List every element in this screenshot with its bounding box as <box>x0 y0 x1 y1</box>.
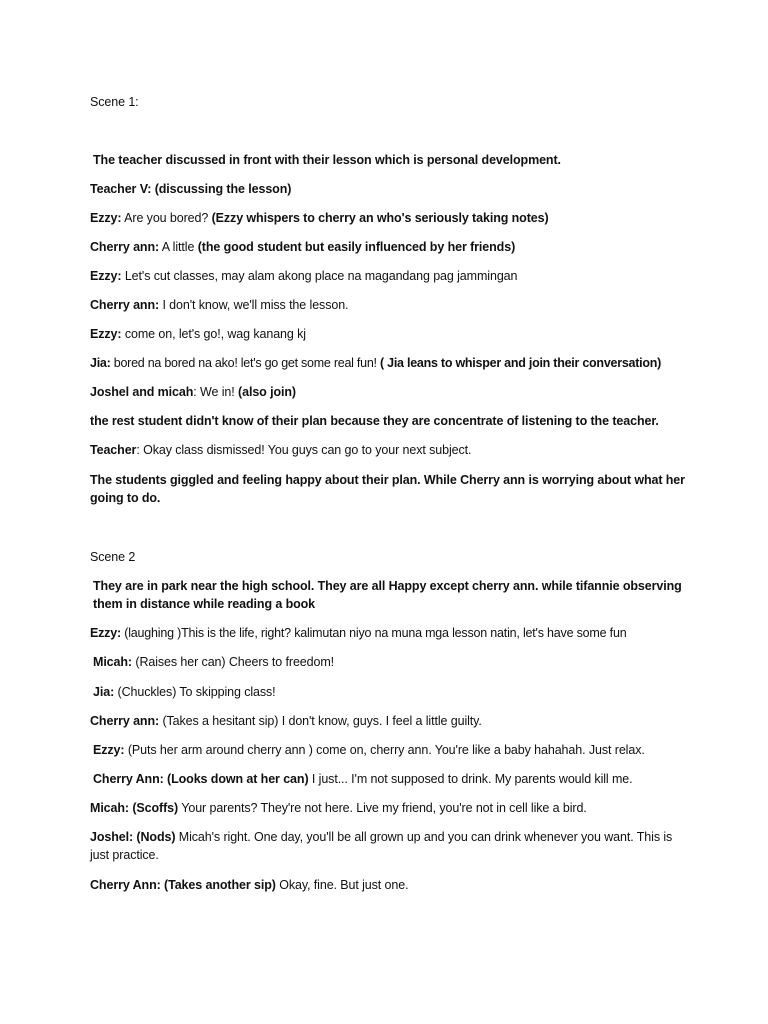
speaker: Cherry ann: <box>90 240 160 254</box>
speaker: Micah: (Scoffs) <box>90 801 179 815</box>
dialogue-line: Micah: (Scoffs) Your parents? They're not here. Live my friend, you're not in cell like a bird. <box>90 801 587 815</box>
scene1-heading: Scene 1: <box>90 95 139 109</box>
speaker: Joshel: (Nods) <box>90 830 176 844</box>
stage-direction: (the good student but easily influenced by her friends) <box>197 240 516 254</box>
stage-direction: (also join) <box>238 385 296 399</box>
scene1-narration: The teacher discussed in front with their lesson which is personal development. <box>93 153 561 167</box>
speaker: Ezzy: <box>90 269 122 283</box>
speaker: Ezzy: <box>90 327 122 341</box>
speaker: Jia: <box>90 356 111 370</box>
dialogue-line: Cherry Ann: (Looks down at her can) I just... I'm not supposed to drink. My parents would kill me. <box>93 772 633 786</box>
speaker: Cherry ann: <box>90 714 160 728</box>
stage-direction: ( Jia leans to whisper and join their conversation) <box>380 356 662 370</box>
scene1-narration-2: the rest student didn't know of their plan because they are concentrate of listening to the teacher. <box>90 414 659 428</box>
speaker: Micah: <box>93 655 132 669</box>
speaker: Jia: <box>93 685 115 699</box>
dialogue-line: Jia: (Chuckles) To skipping class! <box>93 685 276 699</box>
dialogue-line: Cherry ann: A little (the good student but easily influenced by her friends) <box>90 240 516 254</box>
dialogue-line: Jia: bored na bored na ako! let's go get some real fun! ( Jia leans to whisper and join their conversation) <box>90 356 662 370</box>
dialogue-line: Teacher: Okay class dismissed! You guys can go to your next subject. <box>90 443 472 457</box>
dialogue-line: Cherry ann: I don't know, we'll miss the lesson. <box>90 298 349 312</box>
dialogue-line: Ezzy: Let's cut classes, may alam akong place na magandang pag jammingan <box>90 269 518 283</box>
speaker: Teacher <box>90 443 137 457</box>
dialogue-line: Joshel: (Nods) Micah's right. One day, you'll be all grown up and you can drink whenever you want. This is just practice. <box>90 830 673 862</box>
dialogue-line: Cherry Ann: (Takes another sip) Okay, fine. But just one. <box>90 878 409 892</box>
speaker: Cherry Ann: (Looks down at her can) <box>93 772 309 786</box>
dialogue-line: Ezzy: Are you bored? (Ezzy whispers to cherry an who's seriously taking notes) <box>90 211 549 225</box>
stage-direction: (discussing the lesson) <box>154 182 292 196</box>
dialogue-line: Joshel and micah: We in! (also join) <box>90 385 296 399</box>
dialogue-line <box>90 180 690 198</box>
speaker: Ezzy: <box>93 743 125 757</box>
speaker: Joshel and micah <box>90 385 194 399</box>
stage-direction: (Ezzy whispers to cherry an who's seriously taking notes) <box>211 211 549 225</box>
dialogue-line: Ezzy: (Puts her arm around cherry ann ) come on, cherry ann. You're like a baby hahahah. Just relax. <box>93 743 645 757</box>
speaker: Ezzy: <box>90 626 121 640</box>
speaker: Teacher V: <box>90 182 152 196</box>
speaker: Cherry ann: <box>90 298 160 312</box>
speaker: Cherry Ann: (Takes another sip) <box>90 878 276 892</box>
scene2-narration: They are in park near the high school. They are all Happy except cherry ann. while tifannie observing them in distance while reading a book <box>93 579 682 611</box>
dialogue-line: Micah: (Raises her can) Cheers to freedom! <box>93 655 335 669</box>
dialogue-line: Ezzy: (laughing )This is the life, right? kalimutan niyo na muna mga lesson natin, let's have some fun <box>90 626 627 640</box>
scene2-heading: Scene 2 <box>90 550 136 564</box>
dialogue-line: Ezzy: come on, let's go!, wag kanang kj <box>90 327 306 341</box>
dialogue-line: Cherry ann: (Takes a hesitant sip) I don't know, guys. I feel a little guilty. <box>90 714 482 728</box>
speaker: Ezzy: <box>90 211 122 225</box>
scene1-narration-3: The students giggled and feeling happy about their plan. While Cherry ann is worrying about what her going to do. <box>90 473 685 505</box>
